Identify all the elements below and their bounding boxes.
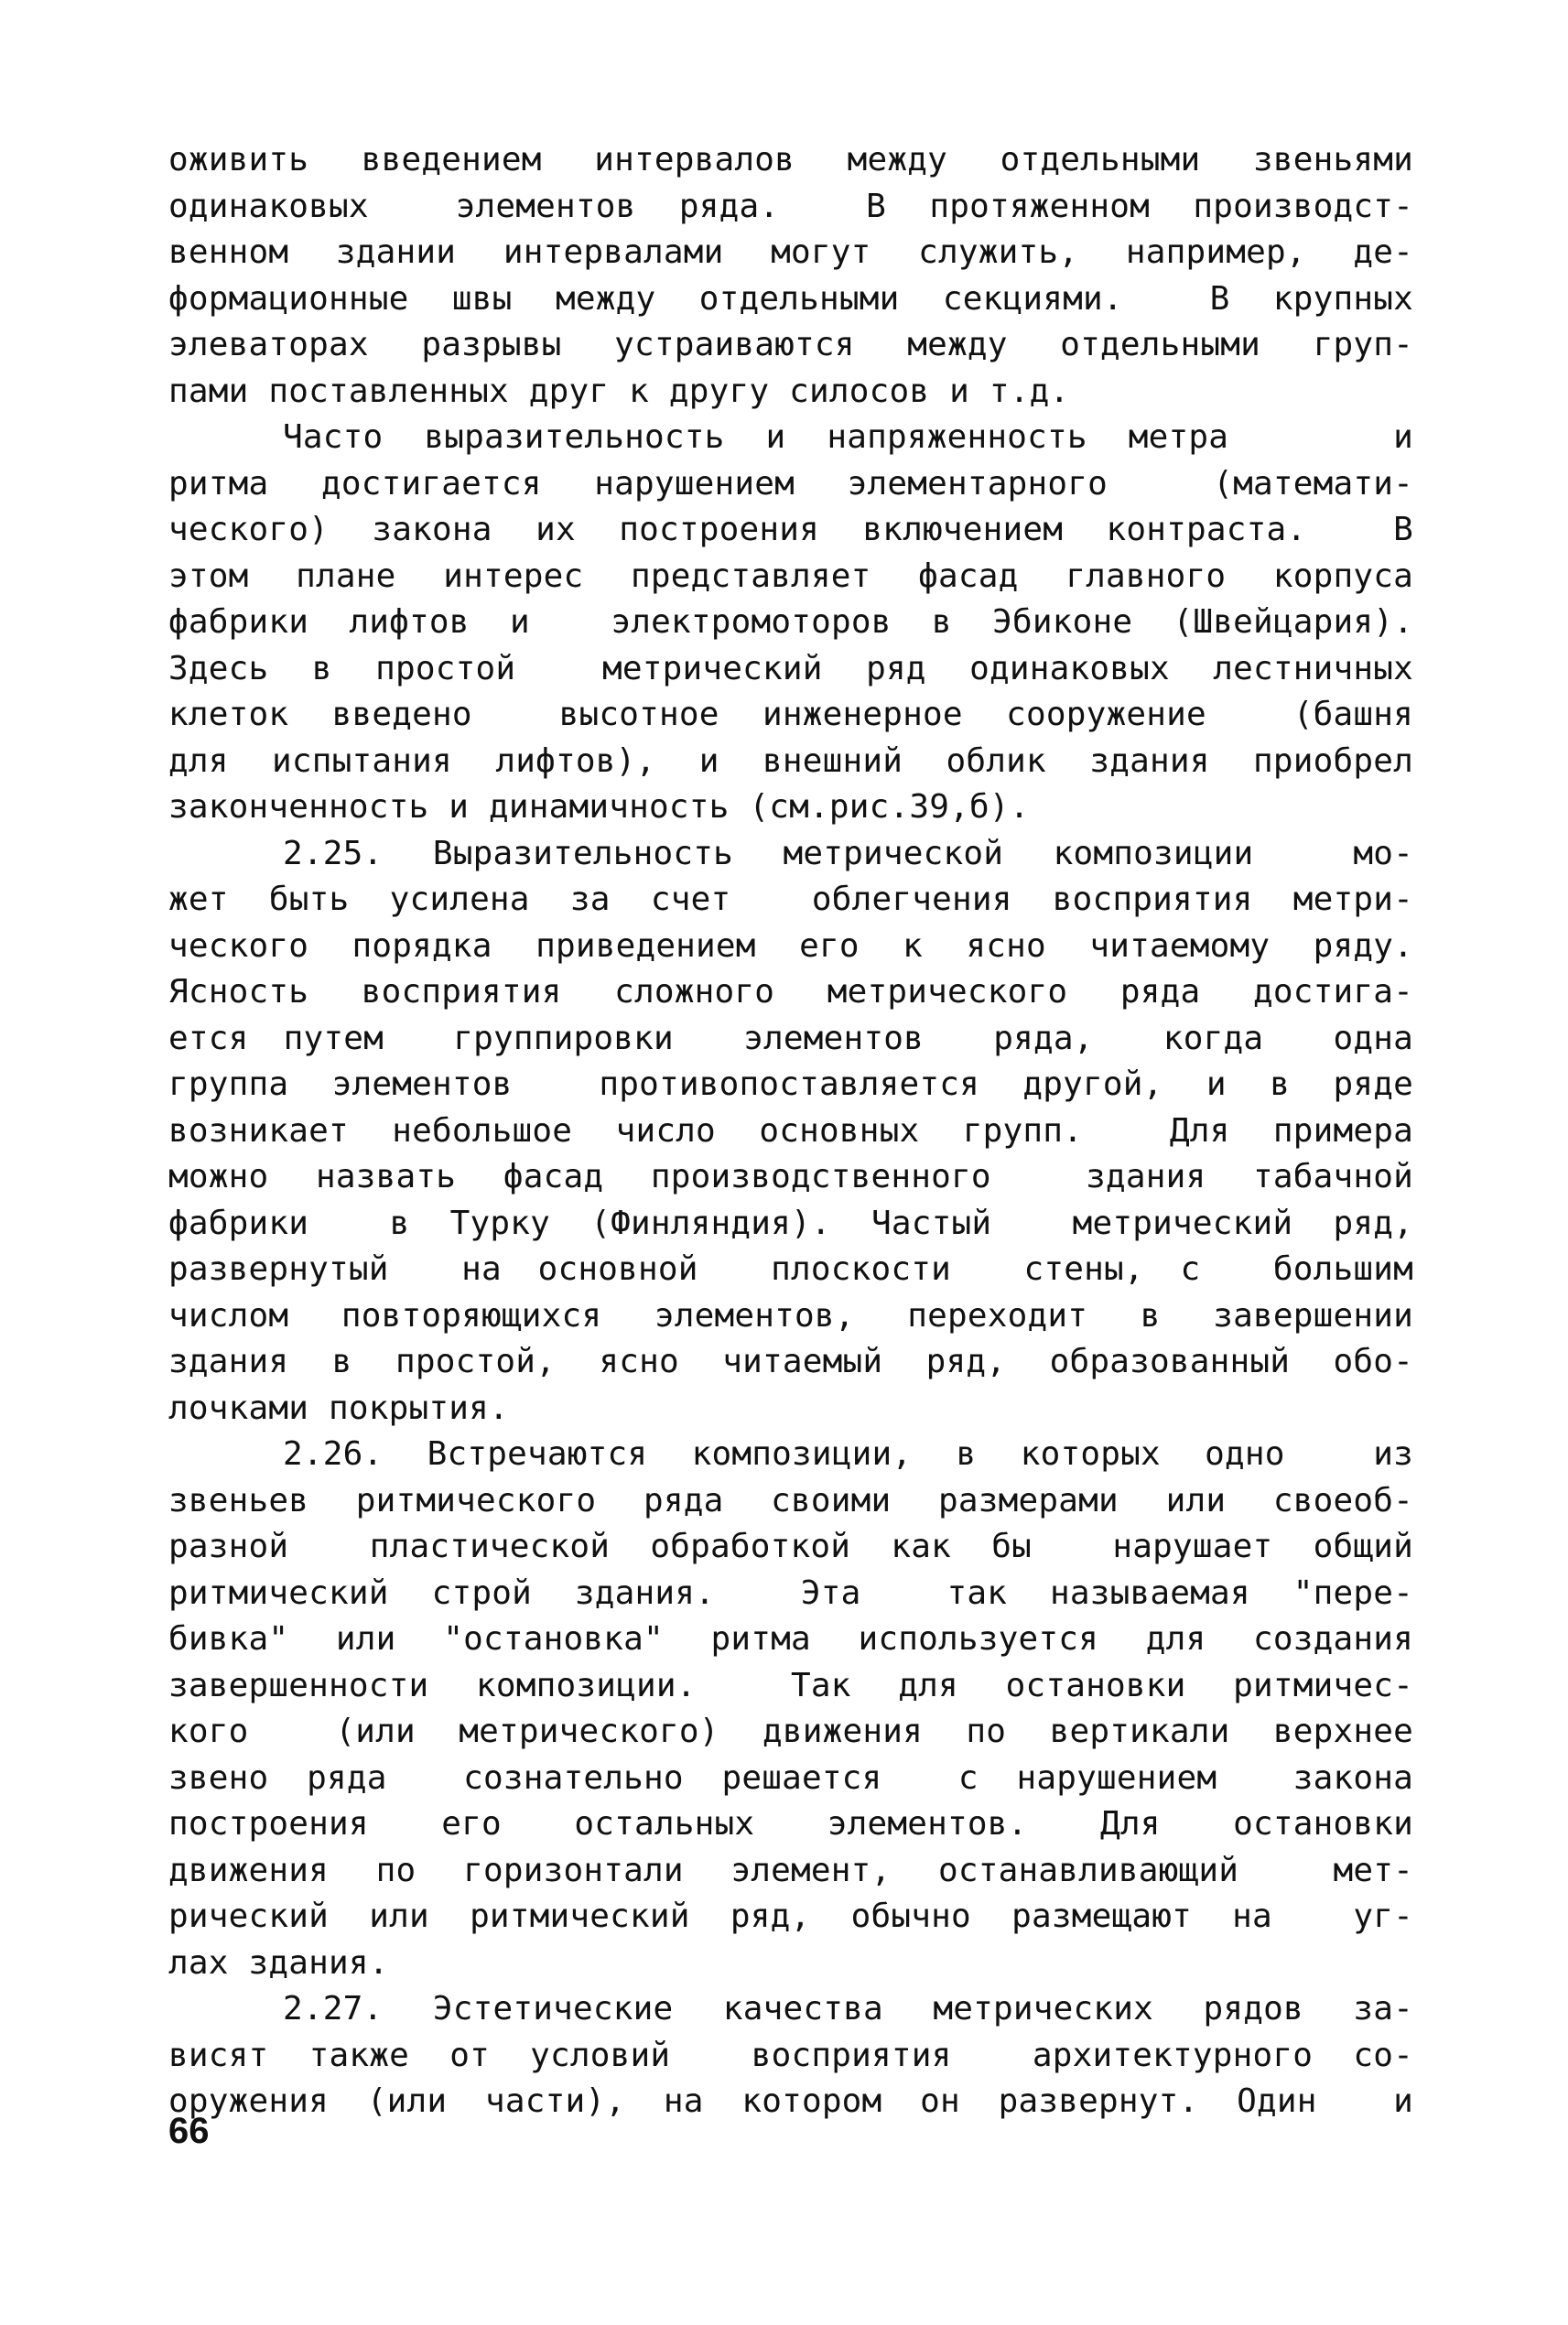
text-line: лочками покрытия. bbox=[168, 1389, 509, 1427]
text-line: висят также от условий восприятия архитектурного со- bbox=[168, 2036, 1413, 2074]
text-line: бивка" или "остановка" ритма используется для создания bbox=[168, 1620, 1413, 1658]
text-line: группа элементов противопоставляется другой, и в ряде bbox=[168, 1065, 1413, 1103]
text-line: Ясность восприятия сложного метрического ряда достига- bbox=[168, 973, 1413, 1011]
text-line: пами поставленных друг к другу силосов и т.д. bbox=[168, 372, 1070, 410]
text-line: возникает небольшое число основных групп. Для примера bbox=[168, 1111, 1413, 1150]
text-line: клеток введено высотное инженерное сооружение (башня bbox=[168, 696, 1413, 733]
text-line: лах здания. bbox=[168, 1943, 389, 1982]
text-line: звено ряда сознательно решается с нарушением закона bbox=[168, 1758, 1413, 1797]
text-line: формационные швы между отдельными секциями. В крупных bbox=[168, 279, 1413, 318]
text-line: элеваторах разрывы устраиваются между отдельными груп- bbox=[168, 326, 1413, 363]
text-line: фабрики лифтов и электромоторов в Эбиконе (Швейцария). bbox=[168, 603, 1413, 641]
text-line: можно назвать фасад производственного здания табачной bbox=[168, 1158, 1413, 1195]
text-line: одинаковых элементов ряда. В протяженном производст- bbox=[168, 187, 1413, 225]
text-line: жет быть усилена за счет облегчения восприятия метри- bbox=[168, 881, 1413, 918]
text-line: рический или ритмический ряд, обычно размещают на уг- bbox=[168, 1898, 1413, 1935]
text-line: завершенности композиции. Так для остановки ритмичес- bbox=[168, 1666, 1413, 1704]
text-line: развернутый на основной плоскости стены, с большим bbox=[168, 1250, 1413, 1288]
text-line: венном здании интервалами могут служить, например, де- bbox=[168, 233, 1413, 271]
text-line: 2.26. Встречаются композиции, в которых одно из bbox=[283, 1435, 1413, 1473]
text-line: ритмический строй здания. Эта так называемая "пере- bbox=[168, 1573, 1413, 1612]
text-line: Часто выразительность и напряженность метра и bbox=[283, 418, 1413, 456]
text-line: разной пластической обработкой как бы нарушает общий bbox=[168, 1528, 1413, 1565]
text-line: Здесь в простой метрический ряд одинаковых лестничных bbox=[168, 649, 1413, 687]
text-line: ется путем группировки элементов ряда, когда одна bbox=[168, 1019, 1413, 1057]
text-line: звеньев ритмического ряда своими размерами или своеоб- bbox=[168, 1481, 1413, 1519]
text-line: оружения (или части), на котором он развернут. Один и bbox=[168, 2082, 1413, 2120]
page-number: 66 bbox=[168, 2111, 210, 2151]
text-line: оживить введением интервалов между отдельными звеньями bbox=[168, 141, 1413, 178]
text-line: фабрики в Турку (Финляндия). Частый метрический ряд, bbox=[168, 1204, 1413, 1242]
text-line: ритма достигается нарушением элементарного (математи- bbox=[168, 464, 1413, 503]
text-line: ческого порядка приведением его к ясно читаемому ряду. bbox=[168, 926, 1413, 965]
text-line: этом плане интерес представляет фасад главного корпуса bbox=[168, 557, 1413, 595]
text-line: здания в простой, ясно читаемый ряд, образованный обо- bbox=[168, 1343, 1413, 1380]
text-line: числом повторяющихся элементов, переходит в завершении bbox=[168, 1296, 1413, 1335]
text-line: 2.27. Эстетические качества метрических рядов за- bbox=[283, 1990, 1413, 2028]
text-line: движения по горизонтали элемент, останавливающий мет- bbox=[168, 1851, 1413, 1889]
text-line: 2.25. Выразительность метрической композиции мо- bbox=[283, 834, 1413, 872]
text-line: построения его остальных элементов. Для остановки bbox=[168, 1805, 1413, 1843]
text-line: для испытания лифтов), и внешний облик здания приобрел bbox=[168, 741, 1413, 780]
text-line: ческого) закона их построения включением контраста. В bbox=[168, 511, 1413, 548]
body-text bbox=[168, 137, 1413, 2125]
text-line: кого (или метрического) движения по вертикали верхнее bbox=[168, 1713, 1413, 1750]
text-line: законченность и динамичность (см.рис.39,б). bbox=[168, 788, 1030, 826]
